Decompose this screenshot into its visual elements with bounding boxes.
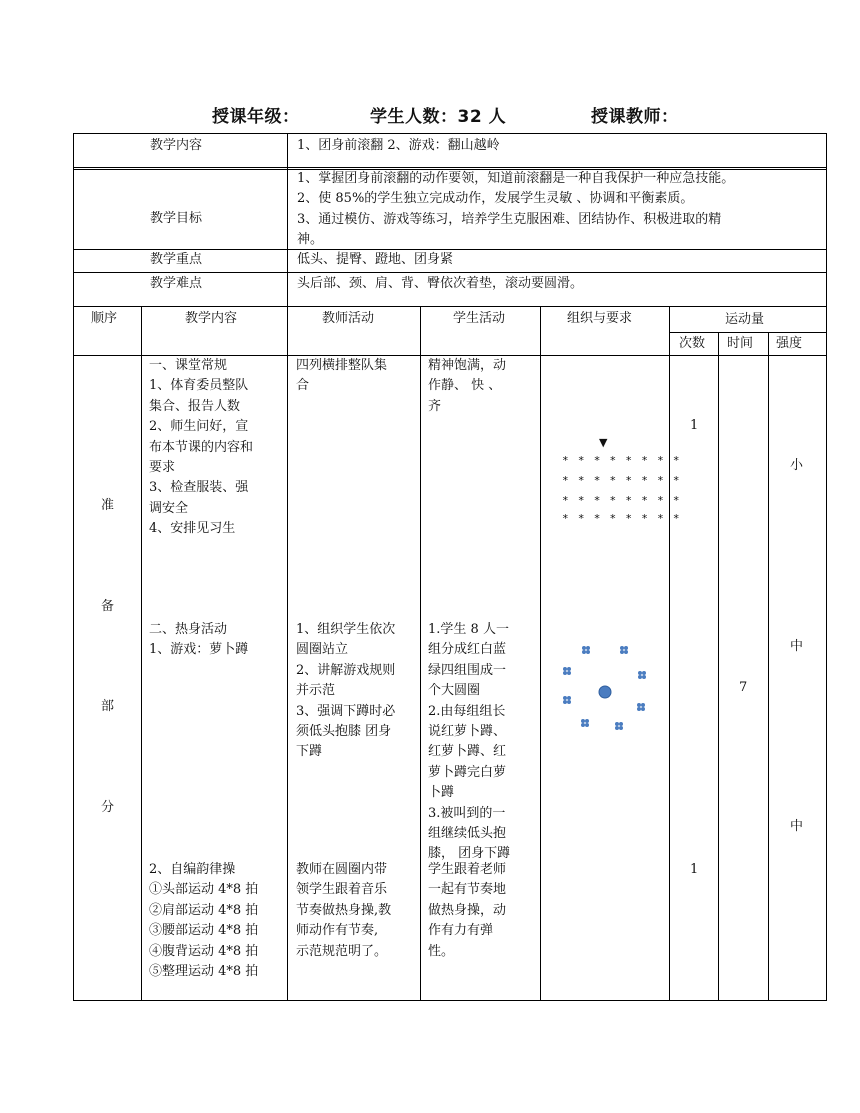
header-grade: 授课年级： (212, 107, 300, 127)
block1-times: 1 (690, 418, 699, 433)
block2-student (428, 620, 510, 865)
content-line: 一、课堂常规 (149, 358, 228, 373)
content-line: ⑤整理运动 4*8 拍 (149, 964, 259, 980)
goal-line: 2、使 85%的学生独立完成动作，发展学生灵敏 、协调和平衡素质。 (297, 191, 694, 207)
content-value: 1、团身前滚翻 2、游戏：翻山越岭 (297, 138, 500, 153)
student-line: 精神饱满，动 (428, 358, 507, 373)
content-line: 2、师生问好，宣 (149, 419, 249, 435)
student-line: 作有力有弹 (428, 923, 494, 939)
content-line: ①头部运动 4*8 拍 (149, 882, 259, 898)
student-line: 绿四组围成一 (428, 662, 507, 678)
block2-duration: 7 (739, 680, 748, 695)
student-dot-icon (581, 719, 589, 727)
goal-label: 教学目标 (150, 211, 203, 226)
student-line: 组分成红白蓝 (428, 642, 507, 658)
content-line: 2、自编韵律操 (149, 862, 236, 877)
header-teacher: 授课教师： (591, 107, 679, 127)
student-line: 1.学生 8 人一 (428, 622, 509, 637)
difficulty-label: 教学难点 (150, 276, 203, 291)
goal-line: 神。 (297, 232, 324, 248)
teacher-line: 须低头抱膝 团身 (296, 724, 392, 740)
col-intensity: 强度 (776, 336, 803, 351)
block1-intensity: 小 (790, 458, 804, 473)
section-char: 部 (101, 699, 115, 714)
student-line: 性。 (428, 943, 455, 959)
block1-content (149, 356, 253, 540)
col-times: 次数 (679, 336, 706, 351)
teacher-line: 节奏做热身操,教 (296, 902, 392, 918)
key-value: 低头、提臀、蹬地、团身紧 (297, 252, 454, 267)
content-line: ②肩部运动 4*8 拍 (149, 902, 259, 918)
student-line: 个大圆圈 (428, 683, 481, 699)
content-line: ④腹背运动 4*8 拍 (149, 943, 259, 959)
header-student-count: 学生人数：32 人 (370, 107, 507, 127)
teacher-line: 下蹲 (296, 744, 323, 760)
teacher-center-icon (599, 686, 611, 698)
teacher-line: 并示范 (296, 683, 336, 699)
student-line: 红萝卜蹲、红 (428, 744, 507, 760)
block3-times: 1 (690, 862, 699, 877)
teacher-line: 教师在圆圈内带 (296, 862, 388, 877)
teacher-line: 1、组织学生依次 (296, 622, 396, 637)
content-line: 集合、报告人数 (149, 398, 241, 414)
student-dot-icon (563, 696, 571, 704)
col-amount: 运动量 (725, 312, 765, 327)
formation-row: * * * * * * * * (562, 474, 681, 487)
col-student: 学生活动 (453, 311, 506, 326)
content-line: 二、热身活动 (149, 622, 228, 637)
goal-line: 3、通过模仿、游戏等练习，培养学生克服困难、团结协作、积极进取的精 (297, 211, 722, 227)
content-line: ③腰部运动 4*8 拍 (149, 923, 259, 939)
block1-teacher (296, 356, 387, 397)
student-dot-icon (637, 703, 645, 711)
student-line: 作静、 快 、 (428, 378, 502, 394)
teacher-marker-icon: ▼ (599, 436, 608, 449)
key-label: 教学重点 (150, 252, 203, 267)
teacher-line: 合 (296, 378, 310, 394)
teacher-line: 四列横排整队集 (296, 358, 388, 373)
teacher-line: 示范规范明了。 (296, 943, 388, 959)
student-line: 做热身操，动 (428, 902, 507, 918)
block3-content (149, 860, 258, 982)
col-teacher: 教师活动 (322, 311, 375, 326)
goal-line: 1、掌握团身前滚翻的动作要领，知道前滚翻是一种自我保护一种应急技能。 (297, 171, 735, 186)
teacher-line: 2、讲解游戏规则 (296, 662, 396, 678)
formation-row: * * * * * * * * (562, 494, 681, 507)
formation-row: * * * * * * * * (562, 512, 681, 525)
content-line: 1、体育委员整队 (149, 378, 249, 394)
teacher-line: 领学生跟着音乐 (296, 882, 388, 898)
col-duration: 时间 (727, 336, 754, 351)
student-dot-icon (638, 671, 646, 679)
difficulty-value: 头后部、颈、肩、背、臀依次着垫，滚动要圆滑。 (297, 276, 584, 291)
section-char: 备 (101, 599, 115, 614)
circle-formation-diagram (555, 640, 655, 740)
content-line: 1、游戏：萝卜蹲 (149, 642, 249, 658)
student-dot-icon (582, 646, 590, 654)
section-char: 准 (101, 498, 115, 513)
teacher-line: 3、强调下蹲时必 (296, 703, 396, 719)
student-line: 卜蹲 (428, 785, 455, 801)
col-order: 顺序 (91, 311, 118, 326)
block2-content (149, 620, 248, 661)
student-line: 3.被叫到的一 (428, 805, 506, 821)
content-line: 调安全 (149, 500, 189, 516)
goal-list (297, 169, 734, 251)
content-line: 要求 (149, 460, 176, 476)
section-char: 分 (101, 800, 115, 815)
content-label: 教学内容 (150, 138, 203, 153)
teacher-line: 圆圈站立 (296, 642, 349, 658)
block3-teacher (296, 860, 391, 962)
col-content: 教学内容 (185, 311, 238, 326)
student-dot-icon (615, 722, 623, 730)
block2-intensity: 中 (790, 639, 804, 654)
formation-row: * * * * * * * * (562, 454, 681, 467)
student-line: 组继续低头抱 (428, 826, 507, 842)
student-line: 齐 (428, 398, 442, 414)
student-line: 说红萝卜蹲、 (428, 724, 507, 740)
teacher-line: 师动作有节奏, (296, 923, 379, 939)
block1-student (428, 356, 506, 417)
content-line: 3、检查服装、强 (149, 480, 249, 496)
block3-intensity: 中 (790, 819, 804, 834)
content-line: 布本节课的内容和 (149, 439, 254, 455)
content-line: 4、安排见习生 (149, 521, 236, 537)
student-line: 膝， 团身下蹲 (428, 846, 511, 862)
student-line: 萝卜蹲完白萝 (428, 764, 507, 780)
block3-student (428, 860, 506, 962)
student-line: 2.由每组组长 (428, 703, 506, 719)
block2-teacher (296, 620, 395, 763)
student-dot-icon (620, 646, 628, 654)
student-line: 学生跟着老师 (428, 862, 507, 877)
student-line: 一起有节奏地 (428, 882, 507, 898)
student-dot-icon (563, 667, 571, 675)
col-org: 组织与要求 (567, 311, 633, 326)
